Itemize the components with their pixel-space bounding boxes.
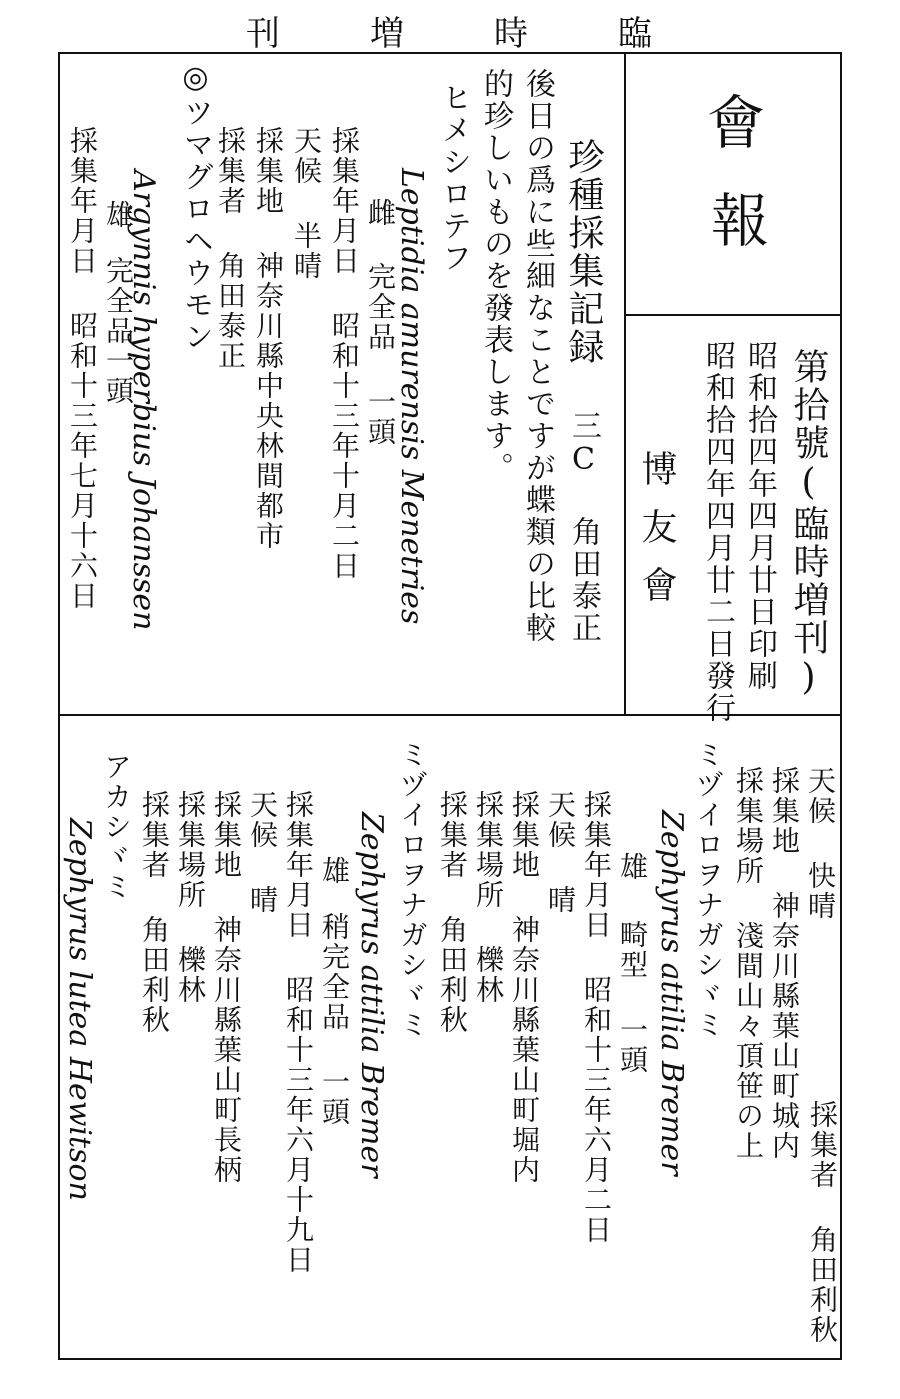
specimen-count: 完全品一頭 [102,256,135,406]
specimen-count: 稍完全品 一頭 [318,912,351,1127]
collection-site: 採集地 神奈川縣葉山町堀内 [508,790,541,1185]
species-name: ◎ツマグロヘウモン [178,60,213,353]
collection-date: 採集年月日 昭和十三年六月十九日 [282,790,315,1275]
publish-date: 昭和拾四年四月廿二日發行 [700,340,735,724]
specimen-count: 畸型 一頭 [616,920,649,1075]
collection-date: 採集年月日 昭和十三年七月十六日 [66,126,99,611]
issue-number: 第拾號(臨時増刊) [788,348,829,700]
masthead-title: 會 [697,92,765,152]
collection-site: 採集地 神奈川縣中央林間都市 [252,126,285,551]
species-name: ヒメシロテフ [436,82,471,274]
weather: 天候 晴 [246,790,279,915]
latin-name: Zephyrus attilia Bremer [654,810,689,1176]
header-char: 増 [370,14,406,54]
species-name: アカシヾミ [100,752,133,902]
collector: 採集者 角田利秋 [138,790,171,1035]
sex: 雄 [616,852,649,882]
collection-spot: 採集場所 櫟林 [174,790,207,1005]
masthead-divider [624,52,626,714]
header-char: 時 [494,14,530,54]
masthead-inner-divider [624,314,842,316]
collection-site: 採集地 神奈川縣葉山町長柄 [210,790,243,1185]
collection-date: 採集年月日 昭和十三年六月二日 [580,790,613,1245]
publisher: 博友會 [636,450,677,624]
collection-spot: 採集場所 淺間山々頂笹の上 [732,766,765,1161]
article-author: 三C 角田泰正 [566,410,601,644]
species-name: ミヅイロヲナガシヾミ [692,740,725,1040]
latin-name: Argynnis hyperbius Johanssen [126,170,161,631]
specimen-count: 完全品 一頭 [364,262,397,447]
latin-name: Leptidia amurensis Menetries [394,168,429,625]
latin-name: Zephyrus lutea Hewitson [62,818,97,1201]
masthead-title: 報 [701,190,769,250]
sex: 雌 [364,198,397,228]
intro-line: 的珍しいものを發表します。 [478,68,513,484]
weather: 天候 半晴 [290,126,323,281]
running-header [0,6,900,55]
intro-line: 後日の爲に些細なことですが蝶類の比較 [520,68,555,644]
collection-date: 採集年月日 昭和十三年十月二日 [328,126,361,581]
collection-site: 採集地 神奈川縣葉山町城内 [768,766,801,1161]
collector: 採集者 角田泰正 [214,126,247,371]
sex: 雄 [318,856,351,886]
print-date: 昭和拾四年四月廿日印刷 [742,340,777,692]
collector: 採集者 角田利秋 [436,790,469,1035]
latin-name: Zephyrus attilia Bremer [354,812,389,1178]
collector: 採集者 角田利秋 [806,1100,839,1345]
collection-spot: 採集場所 櫟林 [472,790,505,1005]
weather: 天候 晴 [544,790,577,915]
sex: 雄 [102,200,135,230]
header-char: 臨 [618,14,654,54]
species-name: ミヅイロヲナガシヾミ [396,740,429,1040]
header-char: 刊 [246,14,282,54]
weather: 天候 快晴 [804,766,837,921]
article-title: 珍種採集記録 [563,138,604,366]
